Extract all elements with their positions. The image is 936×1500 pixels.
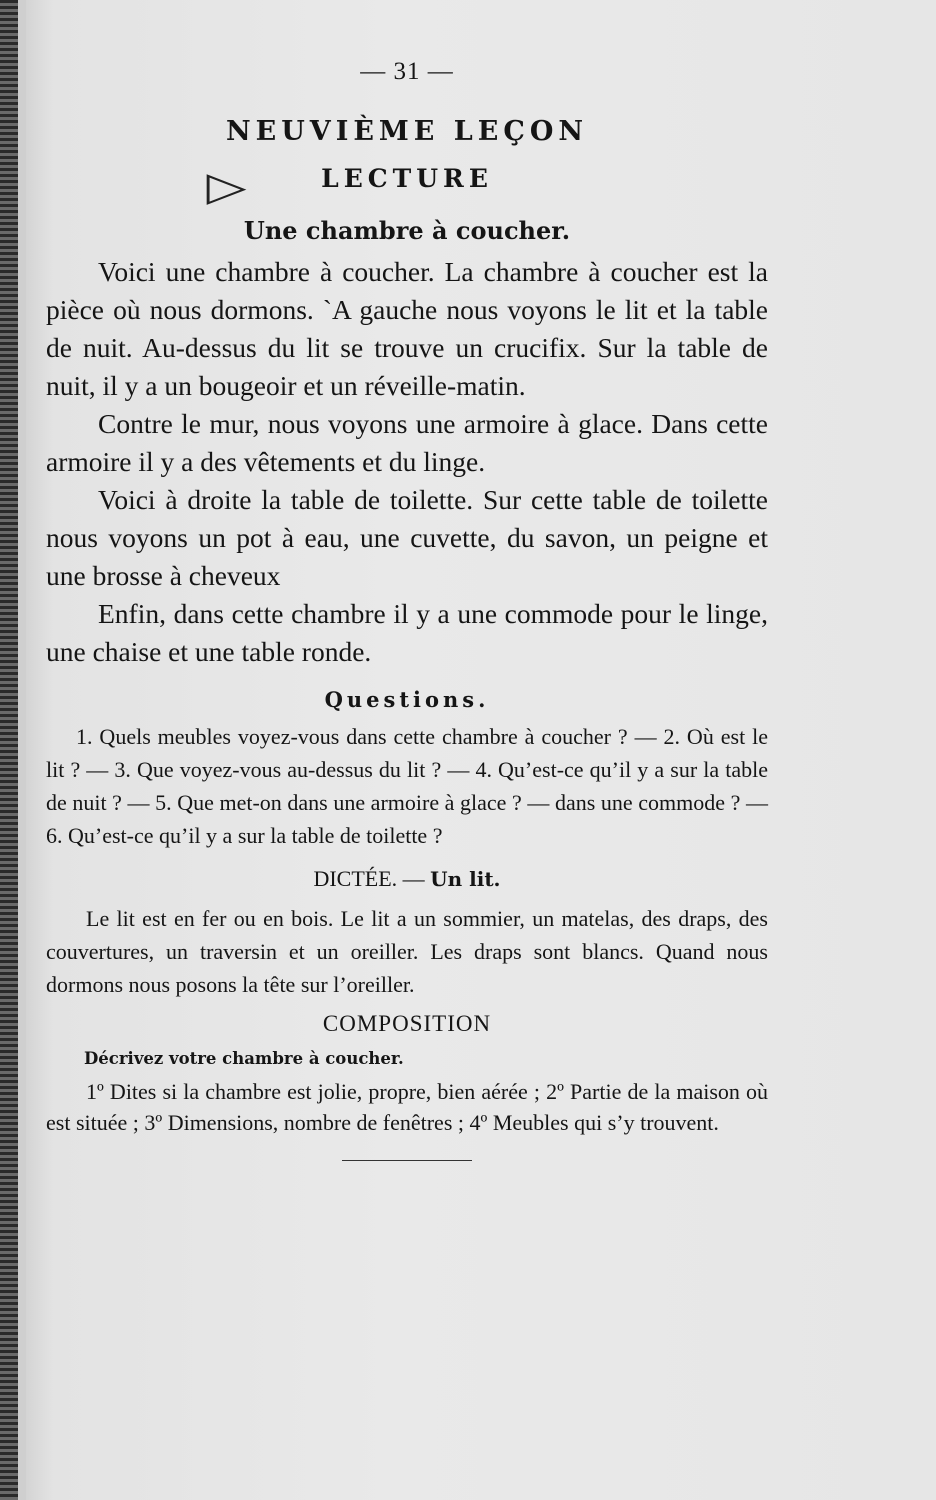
reading-paragraph: Contre le mur, nous voyons une armoire à glace. Dans cette armoire il y a des vêtements et du linge. [46, 408, 768, 477]
handwritten-arrow-mark: ▷ [206, 164, 254, 210]
section-title: LECTURE [321, 164, 493, 193]
dictee-heading [46, 866, 768, 892]
book-page [26, 0, 936, 1500]
end-rule [342, 1160, 472, 1161]
composition-title: COMPOSITION [322, 1011, 492, 1036]
dictee-title: Un lit. [430, 867, 501, 891]
section-heading [46, 164, 768, 210]
questions-text: 1. Quels meubles voyez-vous dans cette chambre à coucher ? — 2. Où est le lit ? — 3. Que voyez-vous au-dessus du lit ? — 4. Qu’est-ce qu’il y a sur la table de nuit ? — 5. Que met-on dans une armoire à glace ? — dans une commode ? — 6. Qu’est-ce qu’il y a sur la table de toilette ? [46, 724, 768, 848]
reading-paragraph: Enfin, dans cette chambre il y a une commode pour le linge, une chaise et une table ronde. [46, 598, 768, 667]
page-number: — 31 — [360, 58, 454, 85]
page-content [46, 58, 768, 1161]
reading-title: Une chambre à coucher. [243, 216, 571, 245]
composition-points: 1º Dites si la chambre est jolie, propre, bien aérée ; 2º Partie de la maison où est située ; 3º Dimensions, nombre de fenêtres ; 4º Meubles qui s’y trouvent. [46, 1079, 768, 1135]
reading-paragraph: Voici à droite la table de toilette. Sur cette table de toilette nous voyons un pot à eau, une cuvette, du savon, un peigne et une brosse à cheveux [46, 484, 768, 591]
book-binding [0, 0, 18, 1500]
dictee-label: DICTÉE. — [313, 866, 425, 891]
questions-title: Questions. [324, 687, 490, 712]
dictee-text: Le lit est en fer ou en bois. Le lit a un sommier, un matelas, des draps, des couvertures, un traversin et un oreiller. Les draps sont blancs. Quand nous dormons nous posons la tête sur l’oreiller. [46, 906, 768, 997]
lesson-title: NEUVIÈME LEÇON [225, 116, 589, 147]
reading-paragraph: Voici une chambre à coucher. La chambre à coucher est la pièce où nous dormons. `A gauche nous voyons le lit et la table de nuit. Au-dessus du lit se trouve un crucifix. Sur la table de nuit, il y a un bougeoir et un réveille-matin. [46, 256, 768, 401]
composition-prompt: Décrivez votre chambre à coucher. [84, 1049, 404, 1068]
